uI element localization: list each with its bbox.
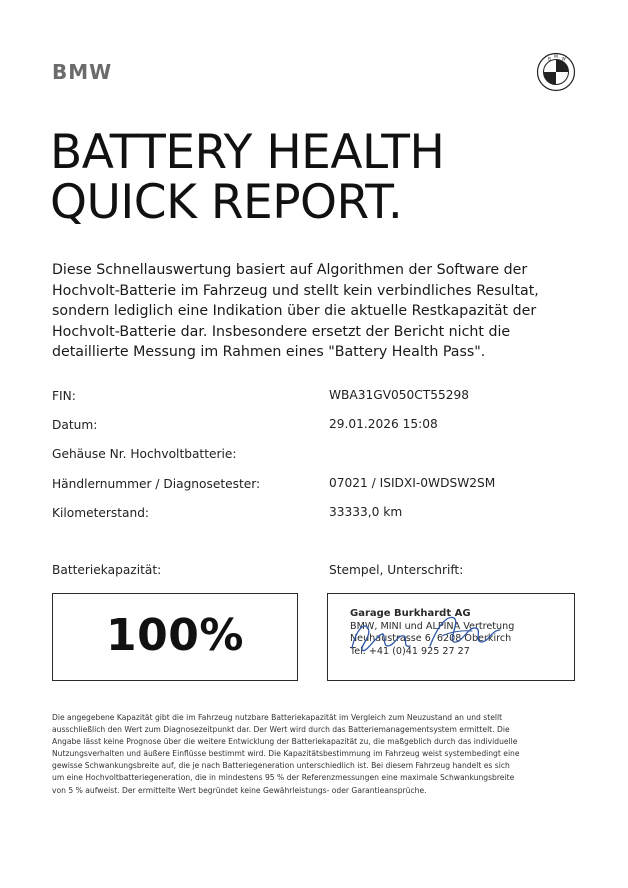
brand-wordmark: BMW [52,60,113,84]
footnote-line: gewisse Schwankungsbreite auf, die je nach Batteriegeneration unterschiedlich ist. Bei diesem Fahrzeug handelt es sich [52,761,510,771]
svg-text:B: B [548,56,551,62]
svg-text:M: M [554,54,558,60]
disclaimer-footnote [52,712,582,797]
field-value-dealer-tester: 07021 / ISIDXI-0WDSW2SM [329,476,496,490]
bmw-roundel-icon [536,52,576,92]
intro-line: Hochvolt-Batterie dar. Insbesondere ersetzt der Bericht nicht die [52,323,511,340]
capacity-value: 100% [106,610,244,661]
title-line: QUICK REPORT. [50,175,403,230]
intro-line: Hochvolt-Batterie im Fahrzeug und stellt kein verbindliches Resultat, [52,282,539,299]
field-label-battery-housing: Gehäuse Nr. Hochvoltbatterie: [52,447,237,461]
stamp-address: Neuhaustrasse 6, 6208 Oberkirch [350,633,512,644]
footnote-line: Angabe lässt keine Prognose über die weitere Entwicklung der Batteriekapazität zu, die maßgeblich durch das individuelle [52,737,518,747]
svg-text:W: W [561,56,566,62]
field-label-date: Datum: [52,418,98,432]
intro-line: Diese Schnellauswertung basiert auf Algorithmen der Software der [52,262,528,278]
field-label-mileage: Kilometerstand: [52,506,150,520]
footnote-line: Nutzungsverhalten und äußere Einflüsse bestimmt wird. Die Kapazitätsbestimmung im Fahrzeug weist systembedingt eine [52,749,520,759]
stamp-company: Garage Burkhardt AG [350,608,471,619]
footnote-line: von 5 % aufweist. Der ermittelte Wert begründet keine Gewährleistungs- oder Garantieansprüche. [52,785,427,795]
signature-mark [338,600,568,670]
stamp-phone: Tel. +41 (0)41 925 27 27 [350,646,470,657]
field-label-dealer-tester: Händlernummer / Diagnosetester: [52,477,261,491]
footnote-line: um eine Hochvoltbatteriegeneration, die in mindestens 95 % der Referenzmessungen eine maximale Schwankungsbreite [52,773,515,783]
stamp-box [327,593,575,681]
footnote-line: ausschließlich den Wert zum Diagnosezeitpunkt dar. Der Wert wird durch das Batteriemanagementsystem ermittelt. Die [52,725,510,735]
stamp-label: Stempel, Unterschrift: [329,563,464,577]
stamp-line: BMW, MINI und ALPINA Vertretung [350,621,515,632]
field-label-fin: FIN: [52,389,76,403]
report-title [50,125,445,230]
capacity-box [52,593,298,681]
intro-line: sondern lediglich eine Indikation über die aktuelle Restkapazität der [52,303,537,319]
intro-paragraph [52,260,572,363]
capacity-label: Batteriekapazität: [52,563,162,577]
footnote-line: Die angegebene Kapazität gibt die im Fahrzeug nutzbare Batteriekapazität im Vergleich zum Neuzustand an und stellt [52,713,503,722]
field-value-date: 29.01.2026 15:08 [329,417,438,431]
title-line: BATTERY HEALTH [50,125,445,180]
field-value-mileage: 33333,0 km [329,505,403,519]
field-value-fin: WBA31GV050CT55298 [329,388,470,402]
intro-line: detaillierte Messung im Rahmen eines "Battery Health Pass". [52,344,486,360]
